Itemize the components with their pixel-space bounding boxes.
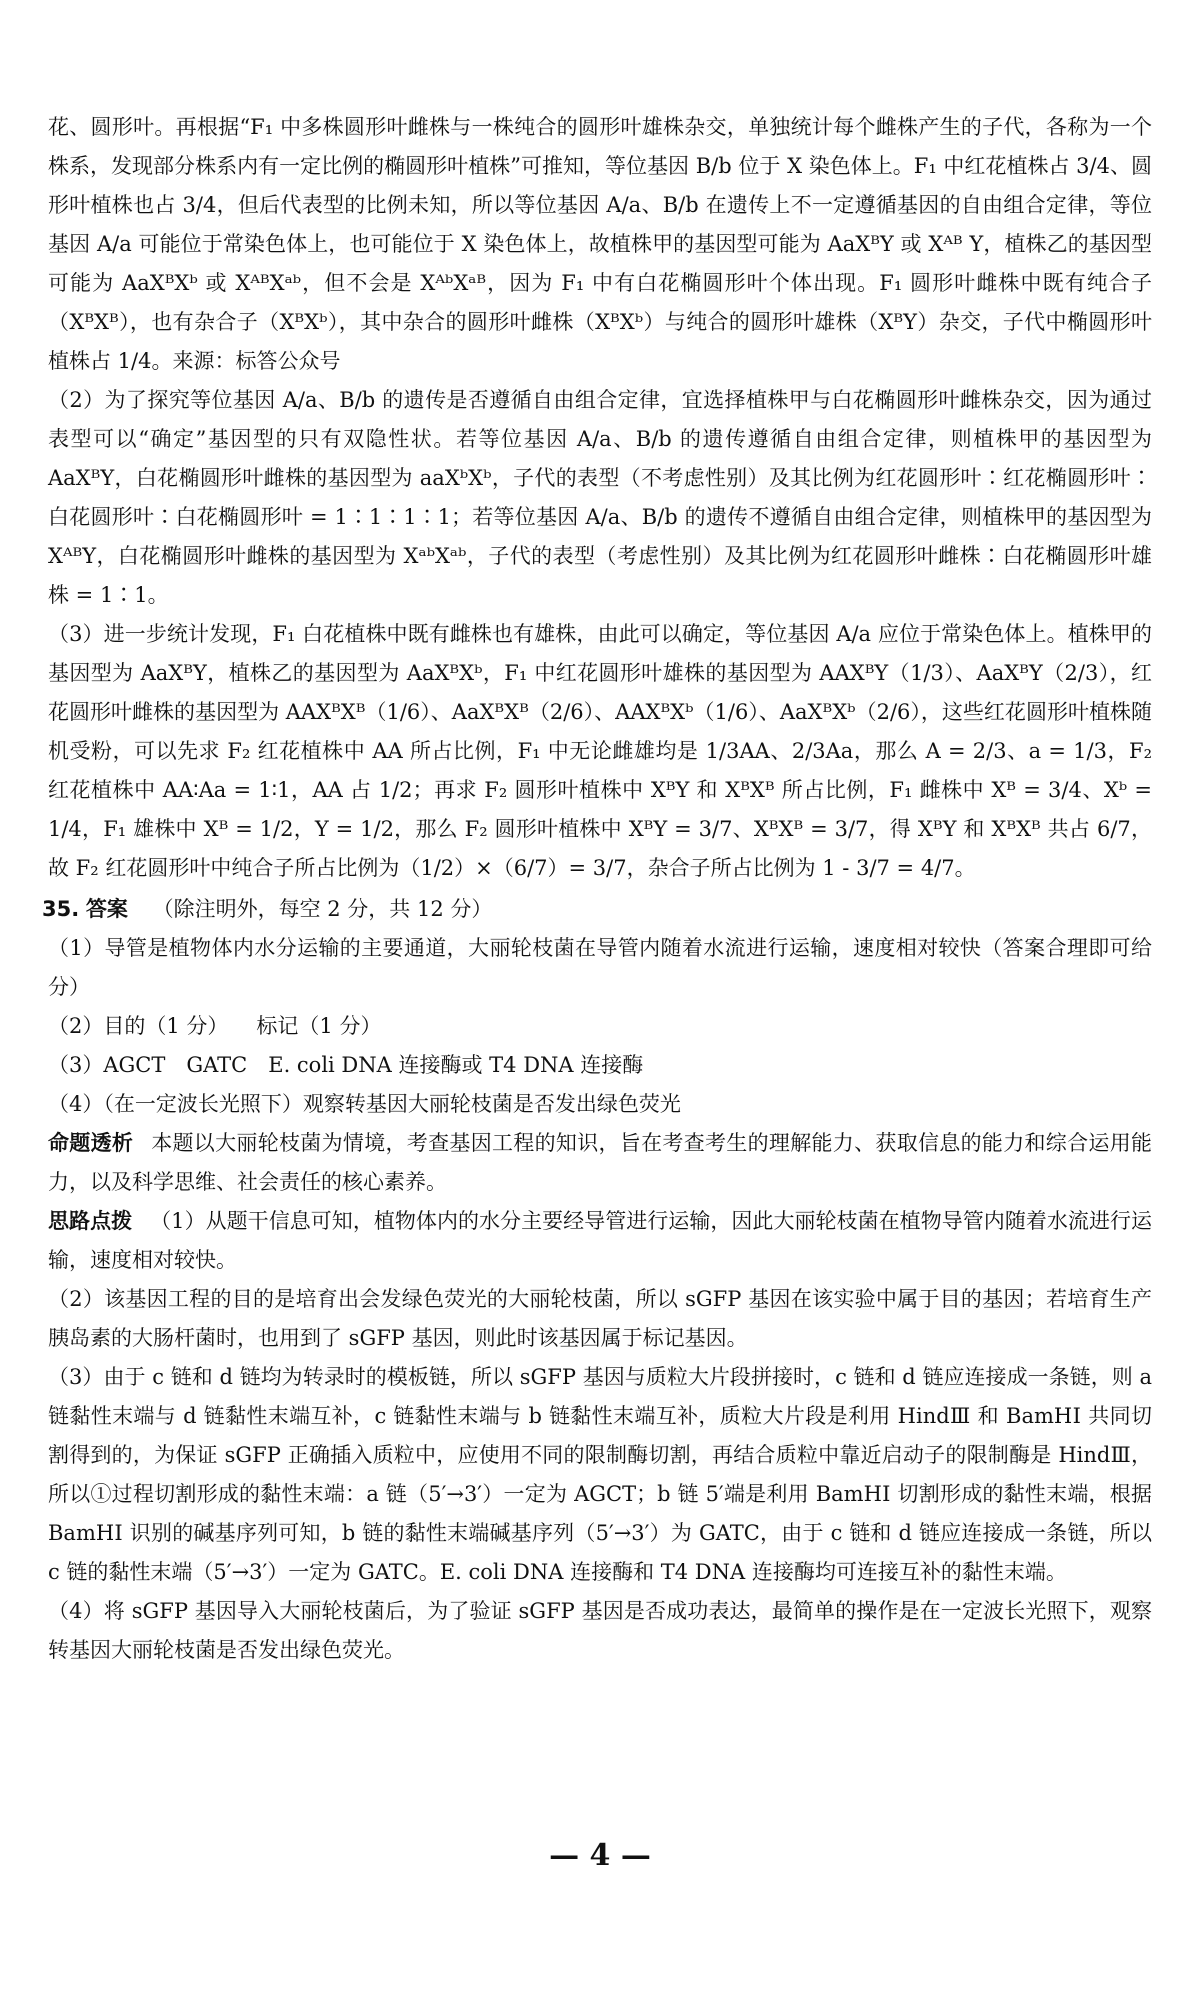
answer-2-part-1: （2）目的（1 分）	[48, 1014, 229, 1038]
insight-label: 命题透析	[48, 1131, 134, 1155]
insight-paragraph	[48, 1124, 1152, 1202]
answer-label: 答案	[85, 897, 128, 921]
q34-paragraph-2: （2）为了探究等位基因 A/a、B/b 的遗传是否遵循自由组合定律，宜选择植株甲与白花椭圆形叶雌株杂交，因为通过表型可以“确定”基因型的只有双隐性状。若等位基因 A/a、B/b 的遗传遵循自由组合定律，则植株甲的基因型为 AaXᴮY，白花椭圆形叶雌株的基因型为 aaXᵇXᵇ，子代的表型（不考虑性别）及其比例为红花圆形叶∶红花椭圆形叶∶白花圆形叶∶白花椭圆形叶 = 1∶1∶1∶1；若等位基因 A/a、B/b 的遗传不遵循自由组合定律，则植株甲的基因型为 XᴬᴮY，白花椭圆形叶雌株的基因型为 XᵃᵇXᵃᵇ，子代的表型（考虑性别）及其比例为红花圆形叶雌株∶白花椭圆形叶雄株 = 1∶1。	[48, 388, 1152, 607]
document-body	[42, 108, 1153, 1670]
q34-paragraph-3: （3）进一步统计发现，F₁ 白花植株中既有雌株也有雄株，由此可以确定，等位基因 A/a 应位于常染色体上。植株甲的基因型为 AaXᴮY，植株乙的基因型为 AaXᴮXᵇ，F₁ 中红花圆形叶雄株的基因型为 AAXᴮY（1/3）、AaXᴮY（2/3），红花圆形叶雌株的基因型为 AAXᴮXᴮ（1/6）、AaXᴮXᴮ（2/6）、AAXᴮXᵇ（1/6）、AaXᴮXᵇ（2/6），这些红花圆形叶植株随机受粉，可以先求 F₂ 红花植株中 AA 所占比例，F₁ 中无论雌雄均是 1/3AA、2/3Aa，那么 A = 2/3、a = 1/3，F₂ 红花植株中 AA∶Aa = 1∶1，AA 占 1/2；再求 F₂ 圆形叶植株中 XᴮY 和 XᴮXᴮ 所占比例，F₁ 雌株中 Xᴮ = 3/4、Xᵇ = 1/4，F₁ 雄株中 Xᴮ = 1/2，Y = 1/2，那么 F₂ 圆形叶植株中 XᴮY = 3/7、XᴮXᴮ = 3/7，得 XᴮY 和 XᴮXᴮ 共占 6/7，故 F₂ 红花圆形叶中纯合子所占比例为（1/2）×（6/7）= 3/7，杂合子所占比例为 1 - 3/7 = 4/7。	[48, 622, 1152, 880]
answer-1: （1）导管是植物体内水分运输的主要通道，大丽轮枝菌在导管内随着水流进行运输，速度相对较快（答案合理即可给分）	[48, 936, 1152, 999]
q35-answer-header	[42, 890, 1152, 929]
answer-4: （4）（在一定波长光照下）观察转基因大丽轮枝菌是否发出绿色荧光	[48, 1092, 681, 1116]
answer-2-part-2: 标记（1 分）	[256, 1014, 382, 1038]
hint-label: 思路点拨	[48, 1209, 133, 1233]
insight-text: 本题以大丽轮枝菌为情境，考查基因工程的知识，旨在考查考生的理解能力、获取信息的能力和综合运用能力，以及科学思维、社会责任的核心素养。	[48, 1131, 1152, 1194]
answer-3: （3）AGCT GATC E. coli DNA 连接酶或 T4 DNA 连接酶	[48, 1053, 644, 1077]
answer-note: （除注明外，每空 2 分，共 12 分）	[152, 897, 493, 921]
hint-paragraph-1	[48, 1202, 1152, 1280]
page-number: — 4 —	[549, 1838, 651, 1873]
question-number: 35.	[42, 897, 80, 921]
answer-2	[48, 1007, 1152, 1046]
hint-1: （1）从题干信息可知，植物体内的水分主要经导管进行运输，因此大丽轮枝菌在植物导管内随着水流进行运输，速度相对较快。	[48, 1209, 1153, 1272]
hint-paragraph-3: （3）由于 c 链和 d 链均为转录时的模板链，所以 sGFP 基因与质粒大片段拼接时，c 链和 d 链应连接成一条链，则 a 链黏性末端与 d 链黏性末端互补，c 链黏性末端与 b 链黏性末端互补，质粒大片段是利用 HindⅢ 和 BamHⅠ 共同切割得到的，为保证 sGFP 正确插入质粒中，应使用不同的限制酶切割，再结合质粒中靠近启动子的限制酶是 HindⅢ，所以①过程切割形成的黏性末端：a 链（5′→3′）一定为 AGCT；b 链 5′端是利用 BamHⅠ 切割形成的黏性末端，根据 BamHⅠ 识别的碱基序列可知，b 链的黏性末端碱基序列（5′→3′）为 GATC，由于 c 链和 d 链应连接成一条链，所以 c 链的黏性末端（5′→3′）一定为 GATC。E. coli DNA 连接酶和 T4 DNA 连接酶均可连接互补的黏性末端。	[48, 1365, 1152, 1584]
hint-paragraph-2: （2）该基因工程的目的是培育出会发绿色荧光的大丽轮枝菌，所以 sGFP 基因在该实验中属于目的基因；若培育生产胰岛素的大肠杆菌时，也用到了 sGFP 基因，则此时该基因属于标记基因。	[48, 1287, 1152, 1350]
q34-paragraph-1: 花、圆形叶。再根据“F₁ 中多株圆形叶雌株与一株纯合的圆形叶雄株杂交，单独统计每个雌株产生的子代，各称为一个株系，发现部分株系内有一定比例的椭圆形叶植株”可推知，等位基因 B/b 位于 X 染色体上。F₁ 中红花植株占 3/4、圆形叶植株也占 3/4，但后代表型的比例未知，所以等位基因 A/a、B/b 在遗传上不一定遵循基因的自由组合定律，等位基因 A/a 可能位于常染色体上，也可能位于 X 染色体上，故植株甲的基因型可能为 AaXᴮY 或 Xᴬᴮ Y，植株乙的基因型可能为 AaXᴮXᵇ 或 XᴬᴮXᵃᵇ，但不会是 XᴬᵇXᵃᴮ，因为 F₁ 中有白花椭圆形叶个体出现。F₁ 圆形叶雌株中既有纯合子（XᴮXᴮ），也有杂合子（XᴮXᵇ），其中杂合的圆形叶雌株（XᴮXᵇ）与纯合的圆形叶雄株（XᴮY）杂交，子代中椭圆形叶植株占 1/4。来源：标答公众号	[48, 115, 1152, 373]
hint-paragraph-4: （4）将 sGFP 基因导入大丽轮枝菌后，为了验证 sGFP 基因是否成功表达，最简单的操作是在一定波长光照下，观察转基因大丽轮枝菌是否发出绿色荧光。	[48, 1599, 1152, 1662]
